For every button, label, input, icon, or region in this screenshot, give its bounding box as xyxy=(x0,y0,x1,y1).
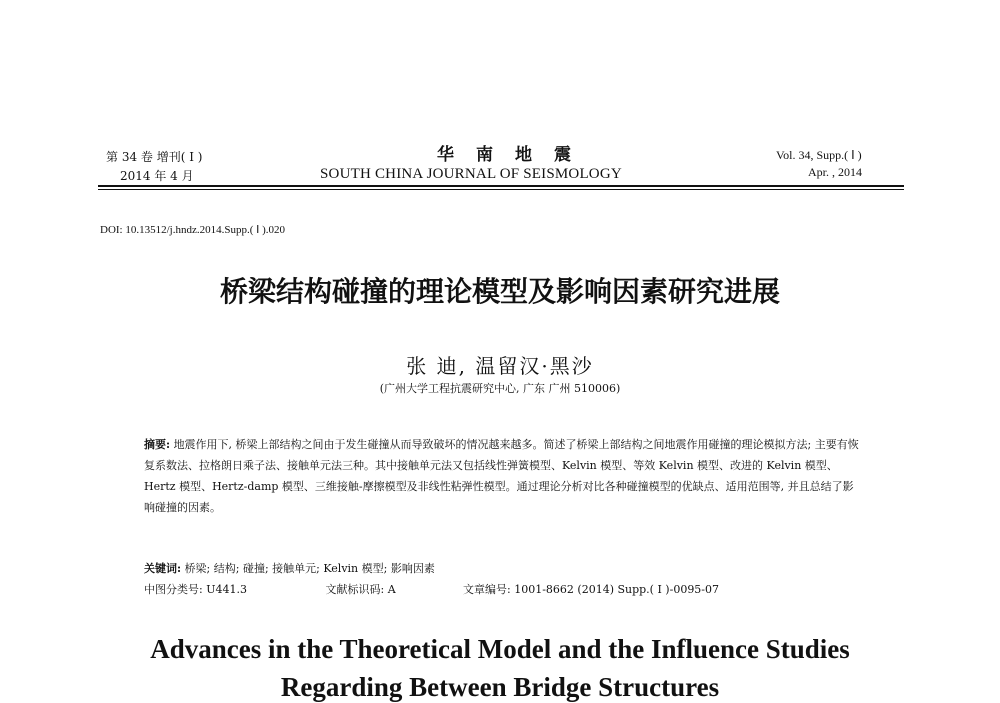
paper-title-en-line2: Regarding Between Bridge Structures xyxy=(280,672,720,702)
keywords xyxy=(144,560,435,576)
keywords-label: 关键词: xyxy=(144,562,182,575)
date-cn: 2014 年 4 月 xyxy=(120,169,194,183)
authors: 张 迪, 温留汉·黑沙 xyxy=(406,354,594,378)
paper-title-en-line1: Advances in the Theoretical Model and the Influence Studies xyxy=(150,634,850,664)
paper-title-cn: 桥梁结构碰撞的理论模型及影响因素研究进展 xyxy=(219,275,780,308)
journal-title-cn: 华南地震 xyxy=(437,145,593,165)
keywords-text: 桥梁; 结构; 碰撞; 接触单元; Kelvin 模型; 影响因素 xyxy=(184,562,435,575)
clc-number: 中图分类号: U441.3 xyxy=(144,583,247,596)
abstract xyxy=(144,434,860,518)
affiliation: (广州大学工程抗震研究中心, 广东 广州 510006) xyxy=(379,382,621,395)
abstract-text: 地震作用下, 桥梁上部结构之间由于发生碰撞从而导致破坏的情况越来越多。简述了桥梁上部结构之间地震作用碰撞的理论模拟方法; 主要有恢复系数法、拉格朗日乘子法、接触单元法三种。其中接触单元法又包括线性弹簧模型、Kelvin 模型、等效 Kelvin 模型、改进的 Kelvin 模型、Hertz 模型、Hertz-damp 模型、三维接触-摩擦模型及非线性粘弹性模型。通过理论分析对比各种碰撞模型的优缺点、适用范围等, 并且总结了影响碰撞的因素。 xyxy=(144,438,859,514)
article-number: 文章编号: 1001-8662 (2014) Supp.( Ⅰ )-0095-07 xyxy=(463,583,720,596)
classification-line xyxy=(144,581,719,597)
abstract-label: 摘要: xyxy=(144,438,171,451)
volume-en: Vol. 34, Supp.( Ⅰ ) xyxy=(776,148,862,162)
document-code: 文献标识码: A xyxy=(325,583,396,596)
header-rule-thick xyxy=(98,185,904,187)
journal-title-en: SOUTH CHINA JOURNAL OF SEISMOLOGY xyxy=(320,166,622,182)
doi: DOI: 10.13512/j.hndz.2014.Supp.( Ⅰ ).020 xyxy=(100,224,286,236)
volume-cn: 第 34 卷 增刊( Ⅰ ) xyxy=(106,150,203,164)
header-rule-thin xyxy=(98,189,904,190)
date-en: Apr. , 2014 xyxy=(808,165,862,179)
